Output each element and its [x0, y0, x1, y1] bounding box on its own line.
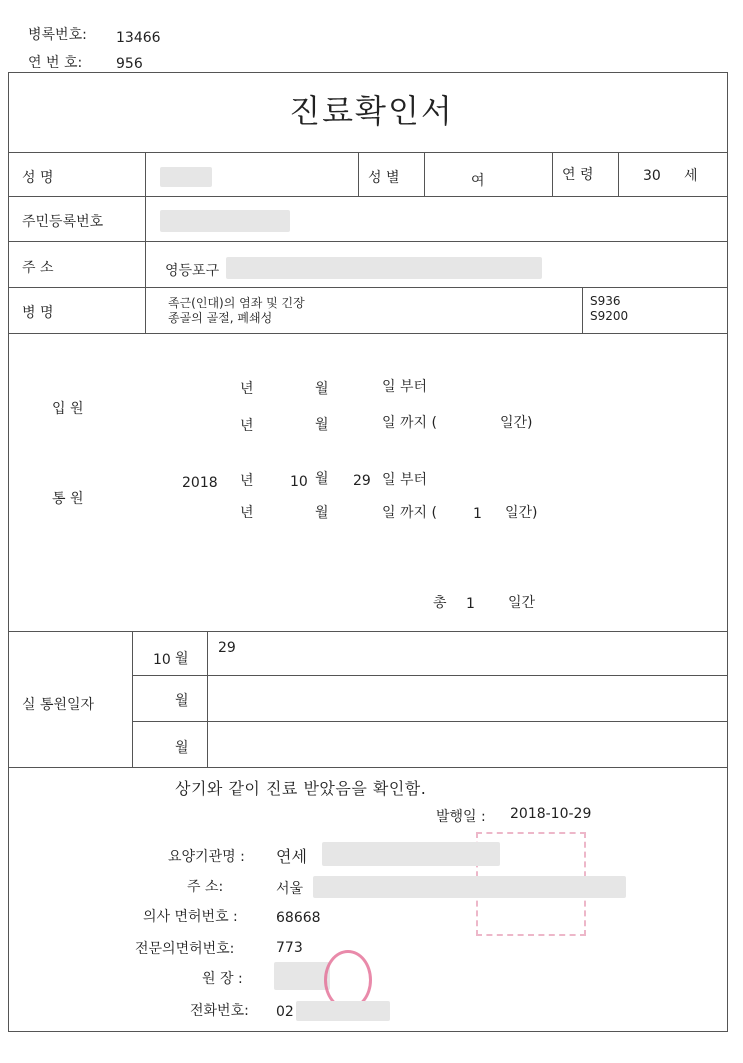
- col-age-right: [618, 152, 619, 196]
- institution-name-redacted: [322, 842, 500, 866]
- admission-to-month-unit: 월: [315, 417, 329, 433]
- outpatient-label: 통 원: [52, 491, 84, 507]
- diagnosis-line-1: 족근(인대)의 염좌 및 긴장: [168, 296, 305, 310]
- institution-address-prefix: 서울: [276, 881, 304, 897]
- rule-id: [8, 241, 727, 242]
- address-prefix: 영등포구: [165, 263, 220, 279]
- col-age-left: [552, 152, 553, 196]
- col-visit-label: [132, 631, 133, 767]
- admission-days-unit: 일간): [500, 415, 533, 431]
- address-redacted: [226, 257, 542, 279]
- age-value: 30: [643, 168, 661, 184]
- id-label: 주민등록번호: [22, 214, 104, 230]
- institution-name-label: 요양기관명 :: [168, 849, 245, 865]
- rule-address: [8, 287, 727, 288]
- outpatient-from-day-unit: 일 부터: [382, 472, 428, 488]
- rule-visit-1: [132, 675, 727, 676]
- admission-from-year-unit: 년: [240, 381, 254, 397]
- document-title: 진료확인서: [289, 92, 454, 130]
- reg-no-value: 13466: [116, 30, 161, 46]
- phone-prefix: 02: [276, 1004, 294, 1020]
- outpatient-from-year: 2018: [182, 475, 218, 491]
- col-sex-left: [358, 152, 359, 196]
- outpatient-from-month: 10: [290, 474, 308, 490]
- col-code: [582, 287, 583, 333]
- diagnosis-code-2: S9200: [590, 309, 629, 323]
- diagnosis-code-1: S936: [590, 294, 621, 308]
- institution-address-redacted: [313, 876, 626, 898]
- institution-name-prefix: 연세: [276, 847, 307, 866]
- admission-from-month-unit: 월: [315, 381, 329, 397]
- rule-visit-3: [8, 767, 727, 768]
- license-value: 68668: [276, 910, 321, 926]
- name-label: 성 명: [22, 170, 54, 186]
- visit-dates-label: 실 통원일자: [22, 697, 95, 713]
- col-visit-month: [207, 631, 208, 767]
- age-label: 연 령: [562, 167, 594, 183]
- admission-to-day-unit: 일 까지 (: [382, 415, 437, 431]
- outpatient-from-month-unit: 월: [315, 471, 329, 487]
- id-redacted: [160, 210, 290, 232]
- visit-row-1-days: 29: [218, 640, 236, 656]
- license-label: 의사 면허번호 :: [143, 909, 238, 925]
- diagnosis-label: 병 명: [22, 305, 54, 321]
- visit-row-1-unit: 월: [175, 651, 189, 667]
- sex-label: 성 별: [368, 170, 400, 186]
- specialist-license-label: 전문의면허번호:: [135, 941, 235, 957]
- rule-name: [8, 196, 727, 197]
- outpatient-from-day: 29: [353, 473, 371, 489]
- admission-to-year-unit: 년: [240, 418, 254, 434]
- total-label: 총: [433, 595, 447, 611]
- rule-visit-2: [132, 721, 727, 722]
- phone-label: 전화번호:: [190, 1003, 249, 1019]
- outpatient-to-year-unit: 년: [240, 505, 254, 521]
- visit-row-3-unit: 월: [175, 740, 189, 756]
- name-redacted: [160, 167, 212, 187]
- institution-address-label: 주 소:: [187, 879, 224, 895]
- col-sex-right: [424, 152, 425, 196]
- outpatient-to-month-unit: 월: [315, 505, 329, 521]
- rule-period: [8, 631, 727, 632]
- age-unit: 세: [684, 168, 698, 184]
- visit-row-2-unit: 월: [175, 693, 189, 709]
- total-unit: 일간: [508, 595, 536, 611]
- admission-from-day-unit: 일 부터: [382, 379, 428, 395]
- admission-label: 입 원: [52, 401, 84, 417]
- issue-date-label: 발행일 :: [436, 809, 486, 825]
- rule-diagnosis: [8, 333, 727, 334]
- phone-redacted: [296, 1001, 390, 1021]
- confirm-statement: 상기와 같이 진료 받았음을 확인함.: [175, 779, 427, 798]
- reg-no-label: 병록번호:: [28, 27, 87, 43]
- specialist-license-value: 773: [276, 940, 303, 956]
- director-label: 원 장 :: [202, 971, 243, 987]
- address-label: 주 소: [22, 260, 54, 276]
- outpatient-from-year-unit: 년: [240, 473, 254, 489]
- total-value: 1: [466, 596, 475, 612]
- outpatient-days: 1: [473, 506, 482, 522]
- serial-label: 연 번 호:: [28, 55, 83, 71]
- diagnosis-line-2: 종골의 골절, 폐쇄성: [168, 311, 273, 325]
- col-label-divider: [145, 152, 146, 333]
- visit-row-1-month: 10: [153, 652, 171, 668]
- sex-value: 여: [471, 173, 485, 189]
- director-name-redacted: [274, 962, 330, 990]
- issue-date-value: 2018-10-29: [510, 806, 592, 822]
- rule-title: [8, 152, 727, 153]
- serial-value: 956: [116, 56, 143, 72]
- outpatient-days-unit: 일간): [505, 505, 538, 521]
- outpatient-to-day-unit: 일 까지 (: [382, 505, 437, 521]
